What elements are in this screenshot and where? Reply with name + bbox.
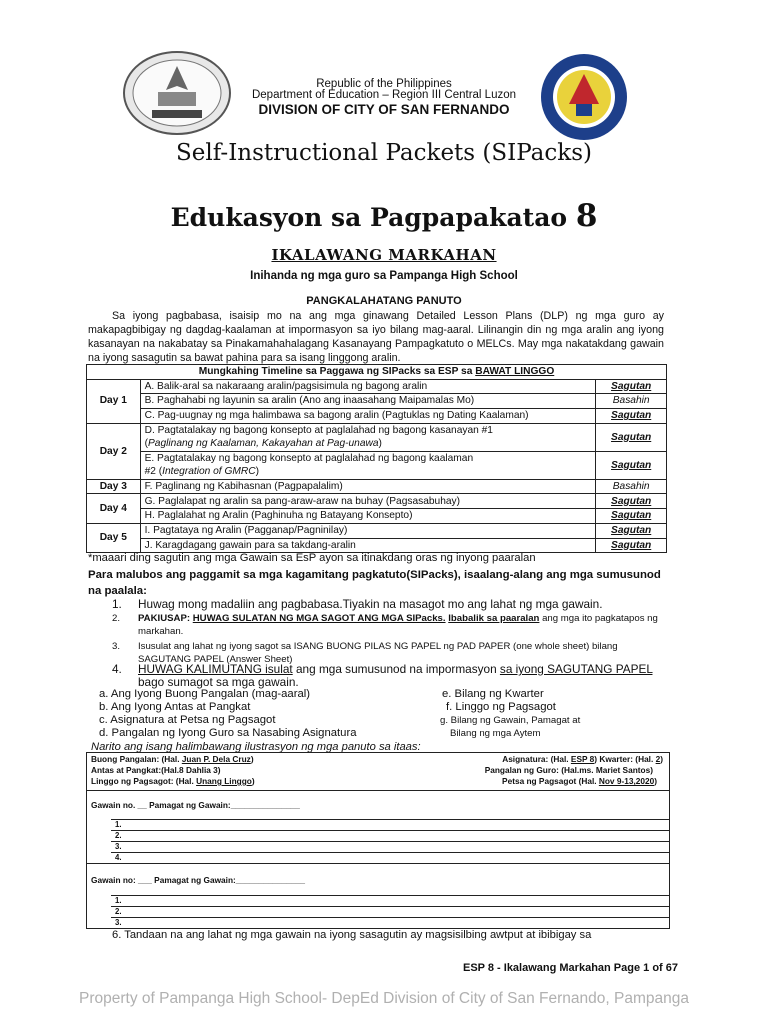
sample-gawain-line: Gawain no: ___ Pamagat ng Gawain:_______________: [91, 875, 305, 885]
sample-week-field: Linggo ng Pagsagot: (Hal. Unang Linggo): [91, 776, 255, 786]
status-cell: Sagutan: [596, 409, 667, 424]
status-cell: Sagutan: [596, 379, 667, 394]
timeline-table: [86, 364, 667, 553]
activity-cell: E. Pagtatalakay ng bagong konsepto at paglalahad ng bagong kaalaman #2 (Integration of GMRC): [140, 451, 596, 479]
sample-item-row: 3.: [111, 841, 669, 853]
table-row: [87, 479, 667, 494]
status-cell: Sagutan: [596, 509, 667, 524]
sample-subject-field: Asignatura: (Hal. ESP 8) Kwarter: (Hal. 2): [502, 754, 663, 764]
table-row: [87, 523, 667, 538]
activity-cell: G. Paglalapat ng aralin sa pang-araw-araw na buhay (Pagsasabuhay): [140, 494, 596, 509]
activity-cell: A. Balik-aral sa nakaraang aralin/pagsisimula ng bagong aralin: [140, 379, 596, 394]
day-label: Day 5: [87, 523, 141, 552]
sample-item-row: 1.: [111, 895, 669, 907]
checklist-item: e. Bilang ng Kwarter: [442, 688, 544, 700]
sample-item-row: 2.: [111, 906, 669, 918]
table-row: [87, 409, 667, 424]
table-row: [87, 423, 667, 451]
property-watermark: Property of Pampanga High School- DepEd Division of City of San Fernando, Pampanga: [78, 990, 689, 1007]
activity-cell: H. Paglalahat ng Aralin (Paghinuha ng Batayang Konsepto): [140, 509, 596, 524]
prepared-by: Inihanda ng mga guro sa Pampanga High School: [250, 270, 518, 282]
subject-title: [0, 198, 768, 234]
status-cell: Basahin: [596, 479, 667, 494]
activity-cell: D. Pagtatalakay ng bagong konsepto at paglalahad ng bagong kasanayan #1 (Paglinang ng Kaalaman, Kakayahan at Pag-unawa): [140, 423, 596, 451]
divider: [87, 790, 669, 791]
checklist-item: f. Linggo ng Pagsagot: [446, 701, 556, 713]
instructions-heading: Para malubos ang paggamit sa mga kagamitang pagkatuto(SIPacks), isaalang-alang ang mga sumusunod na paalala:: [88, 569, 661, 597]
checklist-item: Bilang ng mga Aytem: [450, 728, 541, 739]
table-row: [87, 451, 667, 479]
day-label: Day 3: [87, 479, 141, 494]
division-line: DIVISION OF CITY OF SAN FERNANDO: [258, 102, 510, 117]
activity-cell: I. Pagtataya ng Aralin (Pagganap/Pagninilay): [140, 523, 596, 538]
checklist-item: c. Asignatura at Petsa ng Pagsagot: [99, 714, 276, 726]
status-cell: Sagutan: [596, 523, 667, 538]
table-header-row: [87, 365, 667, 380]
sample-level-field: Antas at Pangkat:(Hal.8 Dahlia 3): [91, 765, 221, 775]
table-row: [87, 394, 667, 409]
sample-item-row: 1.: [111, 819, 669, 831]
sample-item-row: 3.: [111, 917, 669, 929]
day-label: Day 1: [87, 379, 141, 423]
table-row: [87, 494, 667, 509]
sample-name-field: Buong Pangalan: (Hal. Juan P. Dela Cruz): [91, 754, 254, 764]
sample-item-row: 4.: [111, 852, 669, 864]
checklist-item: g. Bilang ng Gawain, Pamagat at: [440, 715, 581, 726]
example-intro: Narito ang isang halimbawang ilustrasyon ng mga panuto sa itaas:: [91, 741, 421, 753]
table-row: [87, 509, 667, 524]
table-row: [87, 538, 667, 553]
activity-cell: J. Karagdagang gawain para sa takdang-aralin: [140, 538, 596, 553]
sample-item-row: 2.: [111, 830, 669, 842]
sample-date-field: Petsa ng Pagsagot (Hal. Nov 9-13,2020): [502, 776, 657, 786]
checklist-item: d. Pangalan ng Iyong Guro sa Nasabing Asignatura: [99, 727, 357, 739]
sample-answer-sheet: [86, 752, 670, 929]
list-item-6: 6. Tandaan na ang lahat ng mga gawain na iyong sasagutin ay magsisilbing awtput at ibibigay sa: [112, 929, 592, 941]
schedule-note: *maaari ding sagutin ang mga Gawain sa EsP ayon sa itinakdang oras ng inyong paaralan: [88, 552, 536, 564]
checklist-item: b. Ang Iyong Antas at Pangkat: [99, 701, 251, 713]
sample-teacher-field: Pangalan ng Guro: (Hal.ms. Mariet Santos): [484, 765, 653, 775]
general-instructions-heading: PANGKALAHATANG PANUTO: [306, 295, 462, 307]
day-label: Day 2: [87, 423, 141, 479]
timeline-header: Mungkahing Timeline sa Paggawa ng SIPacks sa ESP sa BAWAT LINGGO: [87, 365, 667, 380]
activity-cell: F. Paglinang ng Kabihasnan (Pagpapalalim): [140, 479, 596, 494]
status-cell: Sagutan: [596, 451, 667, 479]
status-cell: Basahin: [596, 394, 667, 409]
table-row: [87, 379, 667, 394]
intro-paragraph: Sa iyong pagbabasa, isaisip mo na ang mga ginawang Detailed Lesson Plans (DLP) ng mga guro ay makapagbibigay ng dagdag-kaalaman at impormasyon sa iyo bilang mag-aaral. Lilinangin din ng mga aralin ang iyong kasanayan na nakabatay sa Pinakamahahalagang Kasanayang Pampagkatuto o MELCs. May mga nakatakdang gawain na iyong sasagutin sa bawat pahina para sa isang linggong aralin.: [88, 310, 664, 364]
status-cell: Sagutan: [596, 538, 667, 553]
status-cell: Sagutan: [596, 494, 667, 509]
packet-title: Self-Instructional Packets (SIPacks): [176, 140, 592, 166]
activity-cell: B. Paghahabi ng layunin sa aralin (Ano ang inaasahang Maipamalas Mo): [140, 394, 596, 409]
department-line: Department of Education – Region III Central Luzon: [251, 89, 517, 101]
day-label: Day 4: [87, 494, 141, 523]
quarter-title: IKALAWANG MARKAHAN: [271, 246, 497, 264]
checklist-item: a. Ang Iyong Buong Pangalan (mag-aaral): [99, 688, 311, 700]
republic-line: Republic of the Philippines: [316, 78, 452, 90]
subject-name: Edukasyon sa Pagpapakatao: [170, 203, 568, 232]
sample-gawain-line: Gawain no. __ Pamagat ng Gawain:_______________: [91, 800, 300, 810]
status-cell: Sagutan: [596, 423, 667, 451]
divider: [87, 863, 669, 864]
activity-cell: C. Pag-uugnay ng mga halimbawa sa bagong aralin (Pagtuklas ng Dating Kaalaman): [140, 409, 596, 424]
grade-number: 8: [575, 198, 598, 234]
page-footer: ESP 8 - Ikalawang Markahan Page 1 of 67: [463, 962, 678, 974]
